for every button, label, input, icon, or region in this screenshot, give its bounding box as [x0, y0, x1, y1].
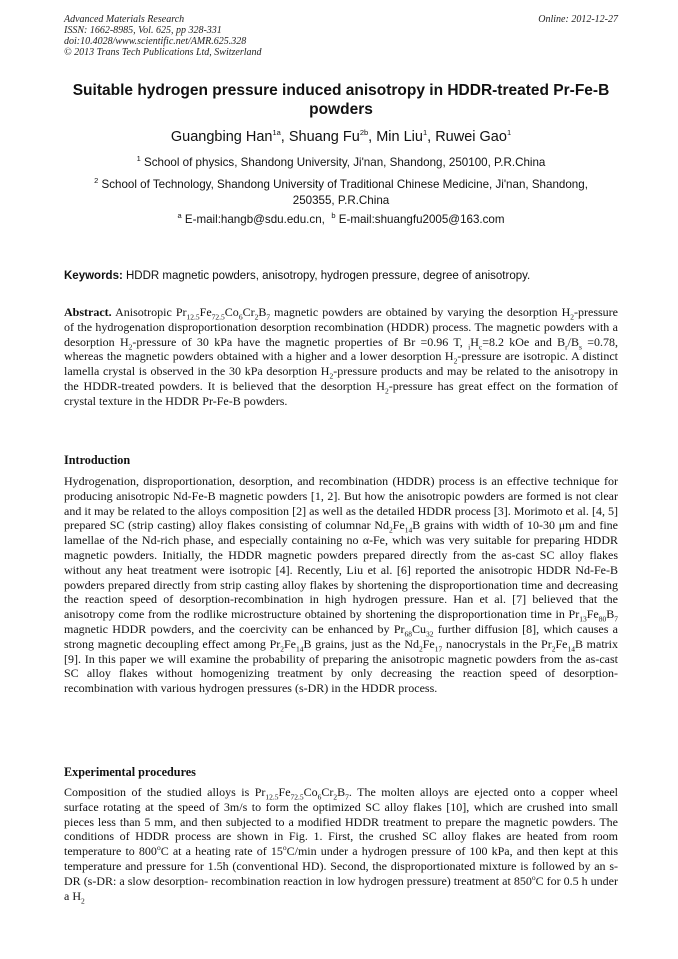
author-name: Min Liu [376, 129, 423, 145]
paper-title [64, 81, 618, 119]
author-name: Ruwei Gao [435, 129, 507, 145]
experimental-paragraph: Composition of the studied alloys is $Pr_{12.5}Fe_{72.5}Co_6Cr_2B_7$. The molten alloys are ejected onto a copper wheel surface rotating at the speed of 3m/s to form the optimized SC alloy flakes [10], which are crushed into small pieces less than 5 mm, and then subjected to a modified HDDR treatment to prepare the magnetic powders. The conditions of HDDR process are shown in Fig. 1. First, the crushed SC alloy flakes are heated from room temperature to 800$^o$C at a heating rate of 15$^o$C/min under a hydrogen pressure of 100 kPa, and then kept at this temperature and pressure for 1.5h (conventional HD). Second, the disproportionated mixture is followed by an s-DR (s-DR: a slow desorption- recombination reaction in low hydrogen pressure) treatment at 850$^o$C for 0.5 h under a $H_2$ [64, 785, 619, 905]
author-name: Guangbing Han [170, 129, 273, 145]
title-line-1: Suitable hydrogen pressure induced anisotropy in HDDR-treated Pr-Fe-B [72, 82, 610, 99]
section-heading-experimental: Experimental procedures [64, 765, 196, 779]
title-line-2: powders [309, 101, 373, 118]
email-b[interactable]: E-mail:shuangfu2005@163.com [338, 213, 505, 226]
issn-line: ISSN: 1662-8985, Vol. 625, pp 328-331 [64, 25, 222, 36]
abstract: Abstract. Anisotropic $Pr_{12.5}Fe_{72.5}Co_6Cr_2B_7$ magnetic powders are obtained by varying the desorption $H_2$-pressure of the hydrogenation disproportionation desorption recombination (HDDR) process. The magnetic powders with a desorption $H_2$-pressure of 30 kPa have the magnetic properties of Br =0.96 T, $_iH_c=8.2$ kOe and $B_r/B_s =0.78$, whereas the magnetic powders obtained with a higher and a lower desorption $H_2$-pressure are isotropic. A distinct lamella crystal is observed in the 30 kPa desorption $H_2$-pressure products and may be related to the anisotropy in the HDDR-treated powders. It is believed that the desorption $H_2$-pressure has great effect on the formation of crystal texture in the HDDR Pr-Fe-B powders. [64, 305, 619, 408]
author-sup: 1 [506, 128, 512, 138]
online-date: Online: 2012-12-27 [538, 14, 618, 25]
affiliation-sup: 2 [94, 176, 99, 186]
email-sup: b [331, 211, 336, 221]
section-heading-introduction: Introduction [64, 453, 131, 467]
affiliation-1 [64, 155, 618, 171]
author-list: Guangbing Han$^{1a}$, Shuang $Fu^{2b}$, Min Liu$^1$, Ruwei Gao$^1$ [170, 128, 512, 145]
email-line [64, 212, 618, 228]
author-sup: 1 [422, 128, 428, 138]
keywords-text: HDDR magnetic powders, anisotropy, hydrogen pressure, degree of anisotropy. [126, 270, 531, 282]
doi-line[interactable]: doi:10.4028/www.scientific.net/AMR.625.328 [64, 36, 247, 47]
introduction-paragraph: Hydrogenation, disproportionation, desorption, and recombination (HDDR) process is an effective technique for producing anisotropic Nd-Fe-B magnetic powders [1, 2]. But how the anisotropic powders are formed is not clear and it may be related to the alloys composition [2] as well as the detailed HDDR process [3]. Morimoto et al. [4, 5] prepared SC (strip casting) alloy flakes consisting of columnar $Nd_2Fe_{14}B$ grains with width of 10-30 μm and fine lamellae of the Nd-rich phase, and especially containing no α-Fe, which was very suitable for preparing HDDR magnetic powders. Initially, the HDDR magnetic powders prepared directly from the as-cast SC alloy flakes without any heat treatment were isotropic [4]. Recently, Liu et al. [6] reported the anisotropic HDDR Nd-Fe-B powders prepared directly from strip casting alloy flakes by shortening the disproportionation time and decreasing the reaction speed of desorption-recombination in high hydrogen pressure. Han et al. [7] believed that the anisotropy come from the rodlike microstructure obtained by shortening the disproportionation time in $Pr_{13}Fe_{80}B_7$ magnetic HDDR powders, and the coercivity can be enhanced by $Pr_{68}Cu_{32}$ further diffusion [8], which causes a strong magnetic decoupling effect among $Pr_2Fe_{14}B$ grains, just as the $Nd_2Fe_{17}$ nanocrystals in the $Pr_2Fe_{14}B$ matrix [9]. In this paper we will examine the probability of preparing the anisotropic magnetic powders from the as-cast SC alloy flakes without homogenizing treatment by only decreasing the reaction speed of desorption-recombination with various hydrogen pressures (s-DR) in the HDDR process. [64, 474, 618, 696]
abstract-label: Abstract. [64, 305, 112, 319]
journal-name: Advanced Materials Research [64, 14, 185, 25]
author-sup: 1a [272, 128, 281, 138]
affiliation-text: 250355, P.R.China [292, 194, 390, 207]
affiliation-sup: 1 [136, 154, 141, 164]
affiliation-text: School of physics, Shandong University, Ji'nan, Shandong, 250100, P.R.China [144, 156, 546, 169]
journal-header [64, 14, 618, 58]
copyright-line: © 2013 Trans Tech Publications Ltd, Switzerland [64, 47, 262, 58]
author-sup: 2b [359, 128, 369, 138]
keywords-label: Keywords: [64, 270, 123, 282]
author-name: Shuang Fu [288, 129, 360, 145]
affiliation-text: School of Technology, Shandong University of Traditional Chinese Medicine, Ji'nan, Shandong, [101, 178, 588, 191]
affiliation-2 [64, 177, 618, 209]
email-sup: a [177, 211, 182, 221]
email-a[interactable]: E-mail:hangb@sdu.edu.cn, [184, 213, 325, 226]
keywords [64, 269, 618, 283]
